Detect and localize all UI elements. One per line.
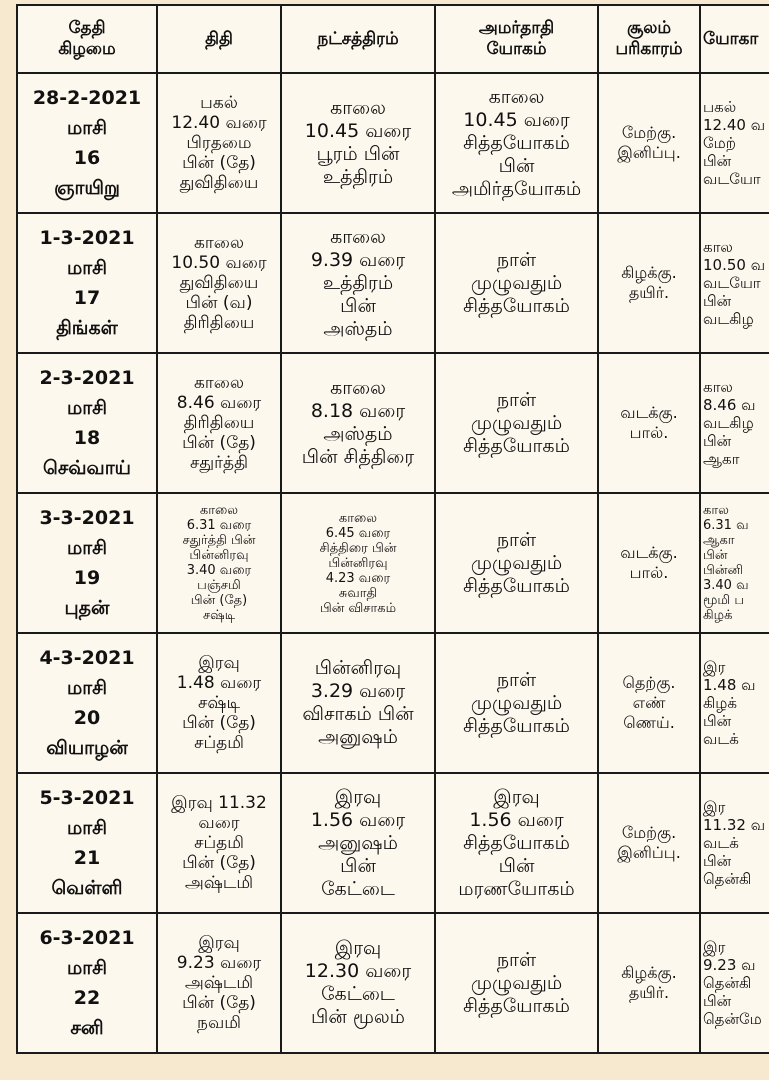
last-column-cell-line: தென்கி: [703, 870, 752, 888]
soolam-cell-line: பால்.: [629, 563, 669, 582]
last-column-cell: [700, 913, 769, 1053]
yoga-cell: [435, 213, 598, 353]
last-column-cell: [700, 773, 769, 913]
tithi-cell-line: பின் (தே): [182, 993, 256, 1013]
yoga-cell-line: அமிர்தயோகம்: [451, 177, 582, 200]
date-cell-line: மாசி: [66, 117, 108, 139]
tithi-cell-line: 9.23 வரை: [176, 953, 262, 973]
date-cell-line: வியாழன்: [46, 737, 128, 759]
tithi-cell: [157, 633, 281, 773]
nakshatra-cell-line: 8.18 வரை: [310, 400, 406, 422]
soolam-cell-line: வடக்கு.: [620, 543, 678, 562]
last-column-cell-line: பின்: [703, 992, 732, 1010]
table-row: [17, 353, 769, 493]
date-cell-line: 2-3-2021: [39, 367, 135, 389]
header-star: நட்சத்திரம்: [281, 5, 435, 73]
last-column-cell-line: வடக்: [703, 834, 739, 852]
date-cell: [17, 73, 157, 213]
tithi-cell-line: சதுர்த்தி: [189, 453, 249, 473]
yoga-cell-line: பின்: [498, 154, 535, 177]
date-cell-line: 28-2-2021: [32, 87, 142, 109]
yoga-cell-line: நாள்: [496, 528, 537, 551]
yoga-cell-line: நாள்: [496, 248, 537, 271]
soolam-cell: [598, 353, 700, 493]
tithi-cell-line: அஷ்டமி: [184, 973, 254, 993]
last-column-cell: [700, 213, 769, 353]
tithi-cell-line: 1.48 வரை: [176, 673, 262, 693]
yoga-cell-line: சித்தயோகம்: [463, 294, 570, 317]
table-row: [17, 73, 769, 213]
last-column-cell-line: மூமி ப: [703, 593, 744, 608]
yoga-cell-line: நாள்: [496, 948, 537, 971]
date-cell-line: 17: [73, 287, 101, 309]
last-column-cell-line: பின்: [703, 432, 732, 450]
table-body: [17, 73, 769, 1053]
tithi-cell-line: துவிதியை: [179, 273, 259, 293]
yoga-cell-line: சித்தயோகம்: [463, 574, 570, 597]
tithi-cell-line: பின்னிரவு: [189, 548, 249, 563]
last-column-cell-line: தென்கி: [703, 974, 752, 992]
last-column-cell-line: 9.23 வ: [703, 956, 756, 974]
tithi-cell-line: சஷ்டி: [198, 693, 240, 713]
last-column-cell-line: கிழக்: [703, 694, 737, 712]
soolam-cell-line: மேற்கு.: [621, 823, 677, 842]
yoga-cell-line: சித்தயோகம்: [463, 714, 570, 737]
yoga-cell-line: நாள்: [496, 668, 537, 691]
tithi-cell-line: திரிதியை: [183, 413, 255, 433]
nakshatra-cell-line: 6.45 வரை: [325, 525, 391, 541]
last-column-cell-line: பின்: [703, 712, 732, 730]
tithi-cell: [157, 353, 281, 493]
tithi-cell-line: 10.50 வரை: [171, 253, 267, 273]
date-cell-line: 18: [73, 427, 101, 449]
last-column-cell-line: இர: [703, 658, 726, 676]
yoga-cell: [435, 773, 598, 913]
yoga-cell-line: முழுவதும்: [470, 971, 563, 994]
nakshatra-cell: [281, 773, 435, 913]
date-cell-line: 1-3-2021: [39, 227, 135, 249]
tithi-cell-line: பின் (தே): [182, 853, 256, 873]
date-cell-line: மாசி: [66, 957, 108, 979]
soolam-cell-line: பால்.: [629, 423, 669, 442]
date-cell-line: 22: [73, 987, 101, 1009]
date-cell-line: 5-3-2021: [39, 787, 135, 809]
date-cell: [17, 213, 157, 353]
tithi-cell-line: பின் (தே): [182, 153, 256, 173]
nakshatra-cell-line: பின் மூலம்: [311, 1006, 405, 1028]
date-cell-line: மாசி: [66, 817, 108, 839]
tithi-cell-line: காலை: [199, 503, 239, 518]
header-soolam: சூலம் பரிகாரம்: [598, 5, 700, 73]
nakshatra-cell: [281, 213, 435, 353]
date-cell-line: 6-3-2021: [39, 927, 135, 949]
nakshatra-cell-line: 9.39 வரை: [310, 248, 406, 271]
tithi-cell: [157, 773, 281, 913]
date-cell: [17, 913, 157, 1053]
table-row: [17, 493, 769, 633]
tithi-cell-line: சஷ்டி: [202, 608, 236, 623]
yoga-cell-line: பின்: [498, 854, 535, 877]
nakshatra-cell-line: காலை: [330, 97, 386, 119]
soolam-cell: [598, 773, 700, 913]
last-column-cell-line: கிழக்: [703, 608, 733, 623]
date-cell-line: 4-3-2021: [39, 647, 135, 669]
yoga-cell-line: மரணயோகம்: [458, 877, 575, 900]
tithi-cell-line: 6.31 வரை: [186, 518, 252, 533]
soolam-cell-line: கிழக்கு.: [621, 963, 677, 982]
last-column-cell-line: 10.50 வ: [703, 256, 766, 274]
date-cell-line: 16: [73, 147, 101, 169]
tithi-cell-line: காலை: [194, 373, 244, 393]
last-column-cell-line: வடயோ: [703, 170, 761, 188]
soolam-cell-line: தெற்கு.: [622, 673, 676, 692]
nakshatra-cell-line: 10.45 வரை: [304, 120, 412, 142]
nakshatra-cell-line: பின்னிரவு: [328, 555, 388, 571]
nakshatra-cell-line: 12.30 வரை: [304, 960, 412, 982]
last-column-cell-line: 3.40 வ: [703, 578, 749, 593]
yoga-cell-line: முழுவதும்: [470, 691, 563, 714]
last-column-cell-line: பின்னி: [703, 563, 744, 578]
last-column-cell-line: இர: [703, 938, 726, 956]
nakshatra-cell-line: பின்: [340, 854, 376, 877]
nakshatra-cell-line: பின் சித்திரை: [301, 446, 415, 468]
date-cell-line: 19: [73, 567, 101, 589]
tithi-cell: [157, 213, 281, 353]
nakshatra-cell-line: சித்திரை பின்: [319, 540, 397, 556]
yoga-cell-line: நாள்: [496, 388, 537, 411]
yoga-cell: [435, 353, 598, 493]
nakshatra-cell-line: இரவு: [334, 937, 382, 959]
last-column-cell-line: கால: [703, 503, 729, 518]
tithi-cell-line: பஞ்சமி: [197, 578, 241, 593]
table-row: [17, 913, 769, 1053]
soolam-cell: [598, 73, 700, 213]
last-column-cell: [700, 353, 769, 493]
nakshatra-cell-line: அனுஷம்: [318, 831, 398, 854]
date-cell-line: மாசி: [66, 537, 108, 559]
soolam-cell-line: இனிப்பு.: [617, 143, 681, 162]
last-column-cell-line: தென்மே: [703, 1010, 762, 1028]
header-tithi: திதி: [157, 5, 281, 73]
nakshatra-cell-line: 3.29 வரை: [310, 680, 406, 702]
yoga-cell-line: இரவு: [493, 785, 540, 808]
last-column-cell-line: 1.48 வ: [703, 676, 756, 694]
tithi-cell-line: நவமி: [197, 1013, 241, 1033]
tithi-cell-line: பின் (வ): [185, 293, 253, 313]
last-column-cell-line: வடயோ: [703, 274, 761, 292]
date-cell-line: ஞாயிறு: [54, 177, 120, 199]
tithi-cell-line: திரிதியை: [183, 313, 255, 333]
last-column-cell-line: 11.32 வ: [703, 816, 766, 834]
soolam-cell: [598, 913, 700, 1053]
date-cell-line: 20: [73, 707, 101, 729]
tithi-cell-line: 3.40 வரை: [186, 563, 252, 578]
tithi-cell-line: சப்தமி: [194, 833, 244, 853]
nakshatra-cell-line: 1.56 வரை: [310, 808, 406, 831]
last-column-cell-line: 8.46 வ: [703, 396, 756, 414]
yoga-cell: [435, 633, 598, 773]
tithi-cell-line: இரவு: [198, 933, 240, 953]
last-column-cell-line: வடகிழ: [703, 310, 754, 328]
nakshatra-cell-line: சுவாதி: [338, 585, 378, 601]
nakshatra-cell-line: பின் விசாகம்: [319, 600, 397, 616]
last-column-cell: [700, 73, 769, 213]
last-column-cell-line: வடகிழ: [703, 414, 754, 432]
nakshatra-cell-line: 4.23 வரை: [325, 570, 391, 586]
last-column-cell-line: ஆகா: [703, 450, 740, 468]
tithi-cell-line: துவிதியை: [179, 173, 259, 193]
last-column-cell-line: 6.31 வ: [703, 518, 749, 533]
date-cell-line: 3-3-2021: [39, 507, 135, 529]
tithi-cell-line: சப்தமி: [194, 733, 244, 753]
tithi-cell: [157, 913, 281, 1053]
nakshatra-cell-line: அனுஷம்: [318, 726, 398, 748]
yoga-cell-line: 10.45 வரை: [463, 108, 570, 131]
tithi-cell-line: பின் (தே): [190, 593, 248, 608]
table-row: [17, 633, 769, 773]
yoga-cell: [435, 913, 598, 1053]
last-column-cell-line: 12.40 வ: [703, 116, 766, 134]
last-column-cell: [700, 633, 769, 773]
nakshatra-cell-line: இரவு: [334, 785, 382, 808]
last-column-cell-line: கால: [703, 238, 733, 256]
date-cell-line: திங்கள்: [56, 317, 118, 339]
soolam-cell-line: வடக்கு.: [620, 403, 678, 422]
nakshatra-cell: [281, 633, 435, 773]
last-column-cell-line: மேற்: [703, 134, 736, 152]
table-row: [17, 773, 769, 913]
yoga-cell-line: சித்தயோகம்: [463, 434, 570, 457]
nakshatra-cell-line: அஸ்தம்: [323, 423, 393, 445]
tithi-cell-line: அஷ்டமி: [184, 873, 254, 893]
tithi-cell-line: பிரதமை: [186, 133, 252, 153]
nakshatra-cell-line: உத்திரம்: [322, 271, 394, 294]
yoga-cell-line: சித்தயோகம்: [463, 994, 570, 1017]
tithi-cell: [157, 493, 281, 633]
yoga-cell-line: சித்தயோகம்: [463, 131, 570, 154]
nakshatra-cell: [281, 73, 435, 213]
date-cell-line: செவ்வாய்: [43, 457, 131, 479]
nakshatra-cell-line: உத்திரம்: [322, 166, 394, 188]
last-column-cell-line: கால: [703, 378, 733, 396]
header-row: [17, 5, 769, 73]
tithi-cell-line: இரவு 11.32: [171, 793, 267, 813]
tithi-cell-line: பின் (தே): [182, 713, 256, 733]
nakshatra-cell: [281, 353, 435, 493]
nakshatra-cell-line: விசாகம் பின்: [302, 703, 414, 725]
yoga-cell: [435, 73, 598, 213]
last-column-cell-line: வடக்: [703, 730, 739, 748]
nakshatra-cell-line: கேட்டை: [321, 877, 395, 900]
soolam-cell-line: ணெய்.: [623, 713, 675, 732]
soolam-cell-line: இனிப்பு.: [617, 843, 681, 862]
nakshatra-cell-line: காலை: [338, 510, 378, 526]
yoga-cell-line: 1.56 வரை: [469, 808, 564, 831]
tithi-cell-line: 12.40 வரை: [171, 113, 267, 133]
nakshatra-cell-line: காலை: [330, 225, 386, 248]
nakshatra-cell-line: பின்: [340, 294, 376, 317]
date-cell: [17, 633, 157, 773]
tithi-cell-line: சதுர்த்தி பின்: [182, 533, 256, 548]
yoga-cell-line: முழுவதும்: [470, 411, 563, 434]
nakshatra-cell-line: பூரம் பின்: [316, 143, 400, 165]
nakshatra-cell-line: கேட்டை: [321, 983, 395, 1005]
nakshatra-cell-line: பின்னிரவு: [314, 657, 402, 679]
last-column-cell-line: இர: [703, 798, 726, 816]
tithi-cell-line: இரவு: [198, 653, 240, 673]
soolam-cell-line: மேற்கு.: [621, 123, 677, 142]
last-column-cell-line: பின்: [703, 152, 732, 170]
soolam-cell-line: தயிர்.: [628, 283, 670, 302]
last-column-cell-line: பின்: [703, 292, 732, 310]
soolam-cell: [598, 633, 700, 773]
yoga-cell-line: முழுவதும்: [470, 551, 563, 574]
last-column-cell-line: பின்: [703, 852, 732, 870]
last-column-cell: [700, 493, 769, 633]
tithi-cell-line: வரை: [198, 813, 240, 833]
date-cell-line: சனி: [70, 1017, 104, 1039]
nakshatra-cell: [281, 493, 435, 633]
yoga-cell: [435, 493, 598, 633]
tithi-cell-line: 8.46 வரை: [176, 393, 262, 413]
table-row: [17, 213, 769, 353]
soolam-cell-line: கிழக்கு.: [621, 263, 677, 282]
nakshatra-cell-line: அஸ்தம்: [323, 317, 393, 340]
date-cell-line: மாசி: [66, 257, 108, 279]
panchangam-table: [16, 4, 769, 1054]
header-yoga: அமர்தாதி யோகம்: [435, 5, 598, 73]
last-column-cell-line: பகல்: [703, 98, 737, 116]
date-cell-line: மாசி: [66, 677, 108, 699]
soolam-cell: [598, 213, 700, 353]
soolam-cell-line: தயிர்.: [628, 983, 670, 1002]
last-column-cell-line: ஆகா: [703, 533, 735, 548]
date-cell-line: மாசி: [66, 397, 108, 419]
yoga-cell-line: முழுவதும்: [470, 271, 563, 294]
date-cell: [17, 493, 157, 633]
last-column-cell-line: பின்: [703, 548, 728, 563]
header-date: தேதி கிழமை: [17, 5, 157, 73]
date-cell: [17, 773, 157, 913]
footer-strip: [0, 1068, 769, 1080]
date-cell-line: புதன்: [64, 597, 110, 619]
nakshatra-cell: [281, 913, 435, 1053]
date-cell: [17, 353, 157, 493]
soolam-cell-line: எண்: [632, 693, 666, 712]
date-cell-line: 21: [73, 847, 101, 869]
tithi-cell-line: காலை: [194, 233, 244, 253]
yoga-cell-line: சித்தயோகம்: [463, 831, 570, 854]
tithi-cell-line: பின் (தே): [182, 433, 256, 453]
tithi-cell: [157, 73, 281, 213]
tithi-cell-line: பகல்: [200, 93, 238, 113]
date-cell-line: வெள்ளி: [51, 877, 123, 899]
nakshatra-cell-line: காலை: [330, 377, 386, 399]
header-last: யோகா: [700, 5, 769, 73]
soolam-cell: [598, 493, 700, 633]
yoga-cell-line: காலை: [488, 85, 545, 108]
